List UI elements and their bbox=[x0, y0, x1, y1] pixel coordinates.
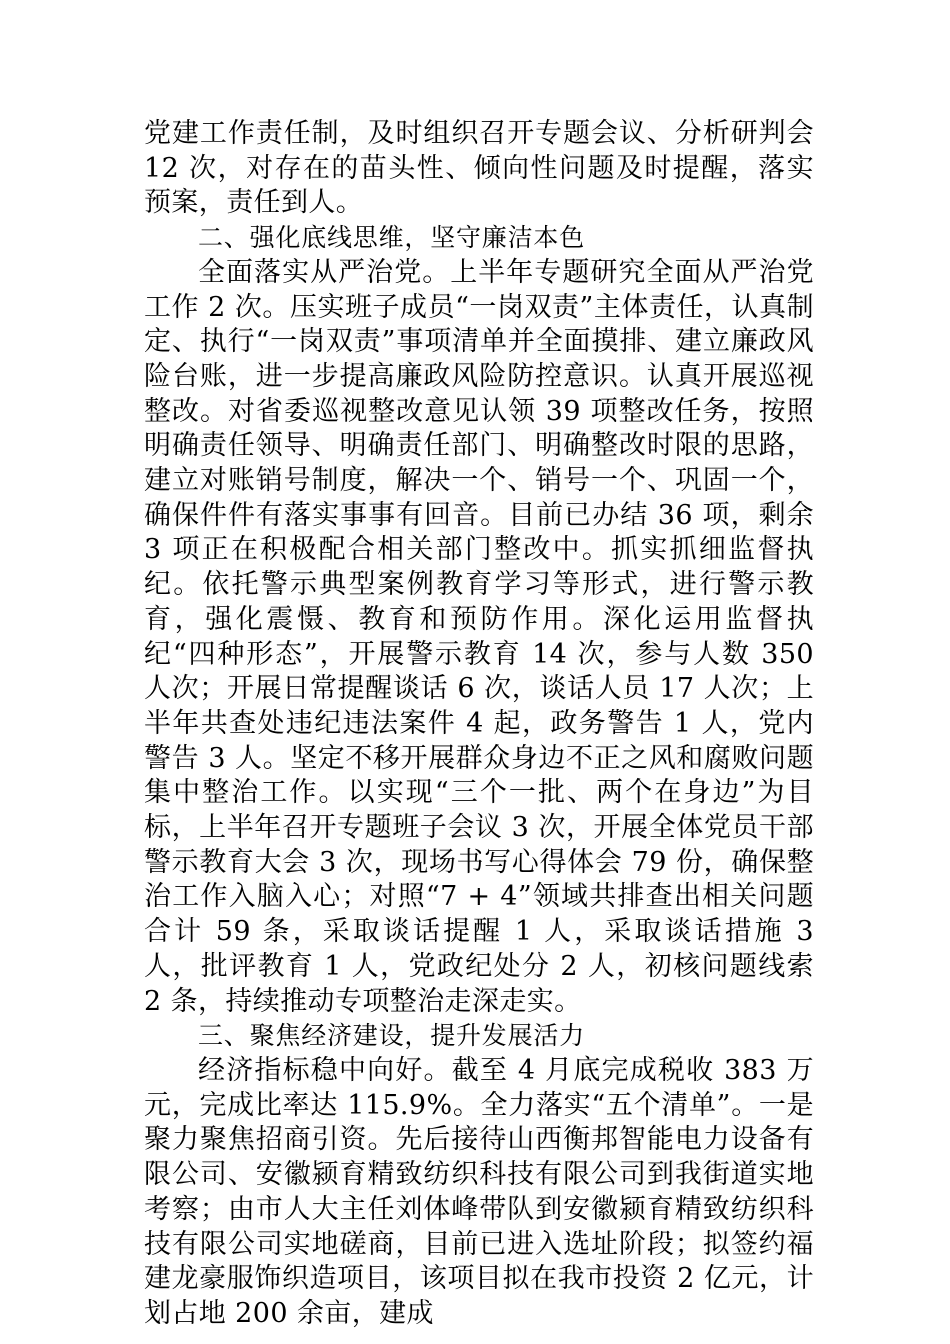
section-heading-three: 三、聚焦经济建设，提升发展活力 bbox=[198, 1021, 586, 1051]
paragraph-continuation: 党建工作责任制，及时组织召开专题会议、分析研判会 12 次，对存在的苗头性、倾向性问题及时提醒，落实预案，责任到人。 bbox=[144, 118, 814, 219]
document-body bbox=[144, 117, 814, 1332]
paragraph-discipline: 全面落实从严治党。上半年专题研究全面从严治党工作 2 次。压实班子成员“一岗双责”主体责任，认真制定、执行“一岗双责”事项清单并全面摸排、建立廉政风险台账，进一步提高廉政风险防控意识。认真开展巡视整改。对省委巡视整改意见认领 39 项整改任务，按照明确责任领导、明确责任部门、明确整改时限的思路，建立对账销号制度，解决一个、销号一个、巩固一个，确保件件有落实事事有回音。目前已办结 36 项，剩余 3 项正在积极配合相关部门整改中。抓实抓细监督执纪。依托警示典型案例教育学习等形式，进行警示教育，强化震慑、教育和预防作用。深化运用监督执纪“四种形态”，开展警示教育 14 次，参与人数 350 人次；开展日常提醒谈话 6 次，谈话人员 17 人次；上半年共查处违纪违法案件 4 起，政务警告 1 人，党内警告 3 人。坚定不移开展群众身边不正之风和腐败问题集中整治工作。以实现“三个一批、两个在身边”为目标，上半年召开专题班子会议 3 次，开展全体党员干部警示教育大会 3 次，现场书写心得体会 79 份，确保整治工作入脑入心；对照“7 + 4”领域共排查出相关问题合计 59 条，采取谈话提醒 1 人，采取谈话措施 3 人，批评教育 1 人，党政纪处分 2 人，初核问题线索 2 条，持续推动专项整治走深走实。 bbox=[144, 256, 814, 1017]
section-heading-two: 二、强化底线思维，坚守廉洁本色 bbox=[198, 223, 586, 253]
paragraph-economy: 经济指标稳中向好。截至 4 月底完成税收 383 万元，完成比率达 115.9%。全力落实“五个清单”。一是聚力聚焦招商引资。先后接待山西衡邦智能电力设备有限公司、安徽颍育精致纺织科技有限公司到我街道实地考察；由市人大主任刘体峰带队到安徽颍育精致纺织科技有限公司实地磋商，目前已进入选址阶段；拟签约福建龙豪服饰织造项目，该项目拟在我市投资 2 亿元，计划占地 200 余亩，建成 bbox=[144, 1054, 814, 1329]
